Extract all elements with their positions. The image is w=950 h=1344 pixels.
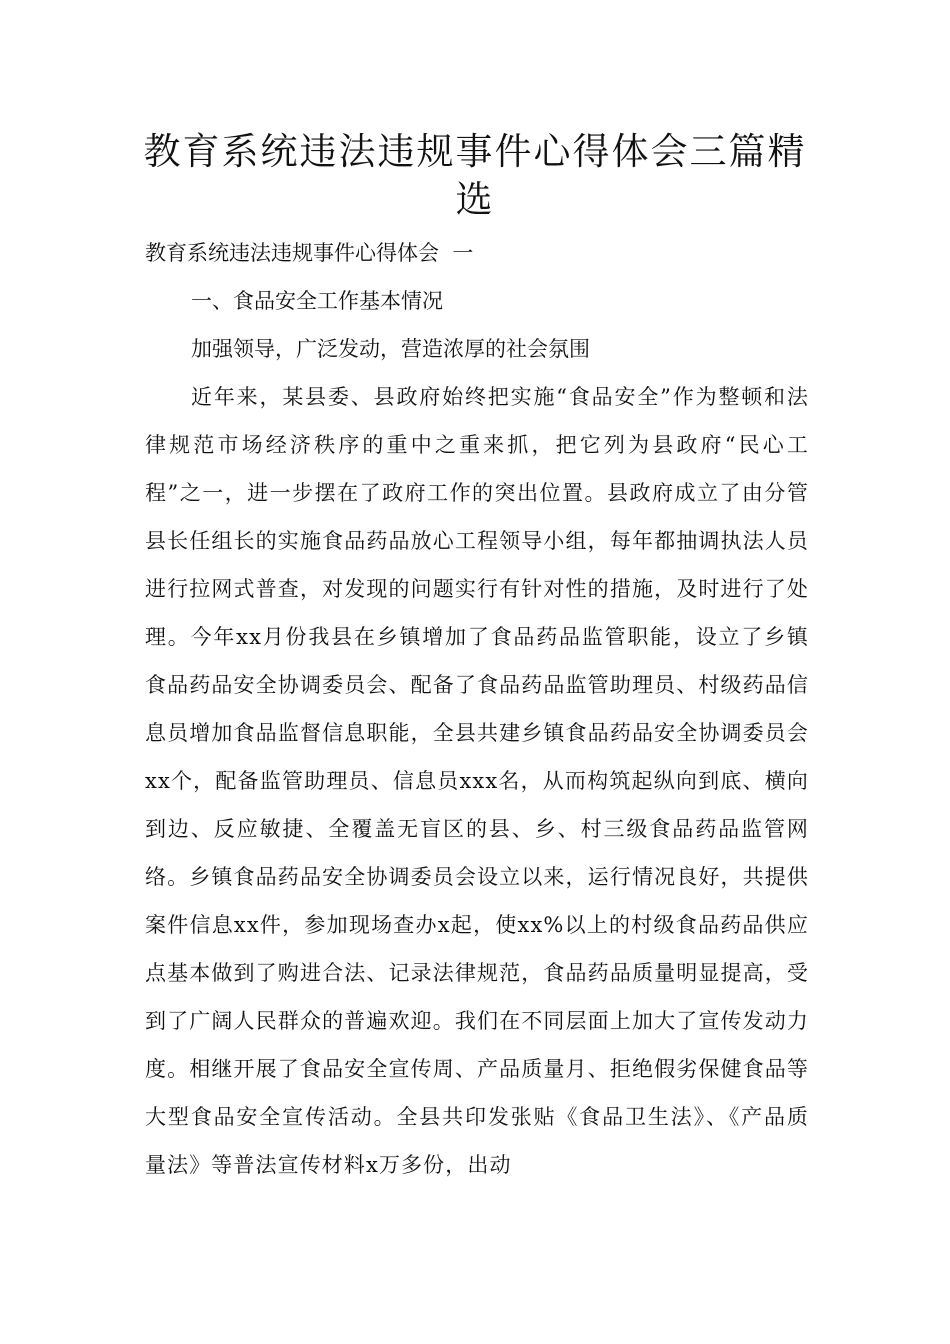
lead-line: 加强领导，广泛发动，营造浓厚的社会氛围 <box>191 337 590 361</box>
body-paragraph: 近年来，某县委、县政府始终把实施“食品安全”作为整顿和法律规范市场经济秩序的重中之重来抓，把它列为县政府“民心工程”之一，进一步摆在了政府工作的突出位置。县政府成立了由分管县长任组长的实施食品药品放心工程领导小组，每年都抽调执法人员进行拉网式普查，对发现的问题实行有针对性的措施，及时进行了处理。今年xx月份我县在乡镇增加了食品药品监管职能，设立了乡镇食品药品安全协调委员会、配备了食品药品监管助理员、村级药品信息员增加食品监督信息职能，全县共建乡镇食品药品安全协调委员会xx个，配备监管助理员、信息员xxx名，从而构筑起纵向到底、横向到边、反应敏捷、全覆盖无盲区的县、乡、村三级食品药品监管网络。乡镇食品药品安全协调委员会设立以来，运行情况良好，共提供案件信息xx件，参加现场查办x起，使xx%以上的村级食品药品供应点基本做到了购进合法、记录法律规范，食品药品质量明显提高，受到了广阔人民群众的普遍欢迎。我们在不同层面上加大了宣传发动力度。相继开展了食品安全宣传周、产品质量月、拒绝假劣保健食品等大型食品安全宣传活动。全县共印发张贴《食品卫生法》、《产品质量法》等普法宣传材料x万多份，出动 <box>145 385 809 1177</box>
document-body <box>145 229 809 1189</box>
article-subheading: 教育系统违法违规事件心得体会 一 <box>145 241 474 265</box>
section-heading: 一、食品安全工作基本情况 <box>191 289 443 313</box>
document-title: 教育系统违法违规事件心得体会三篇精选 <box>143 130 807 221</box>
